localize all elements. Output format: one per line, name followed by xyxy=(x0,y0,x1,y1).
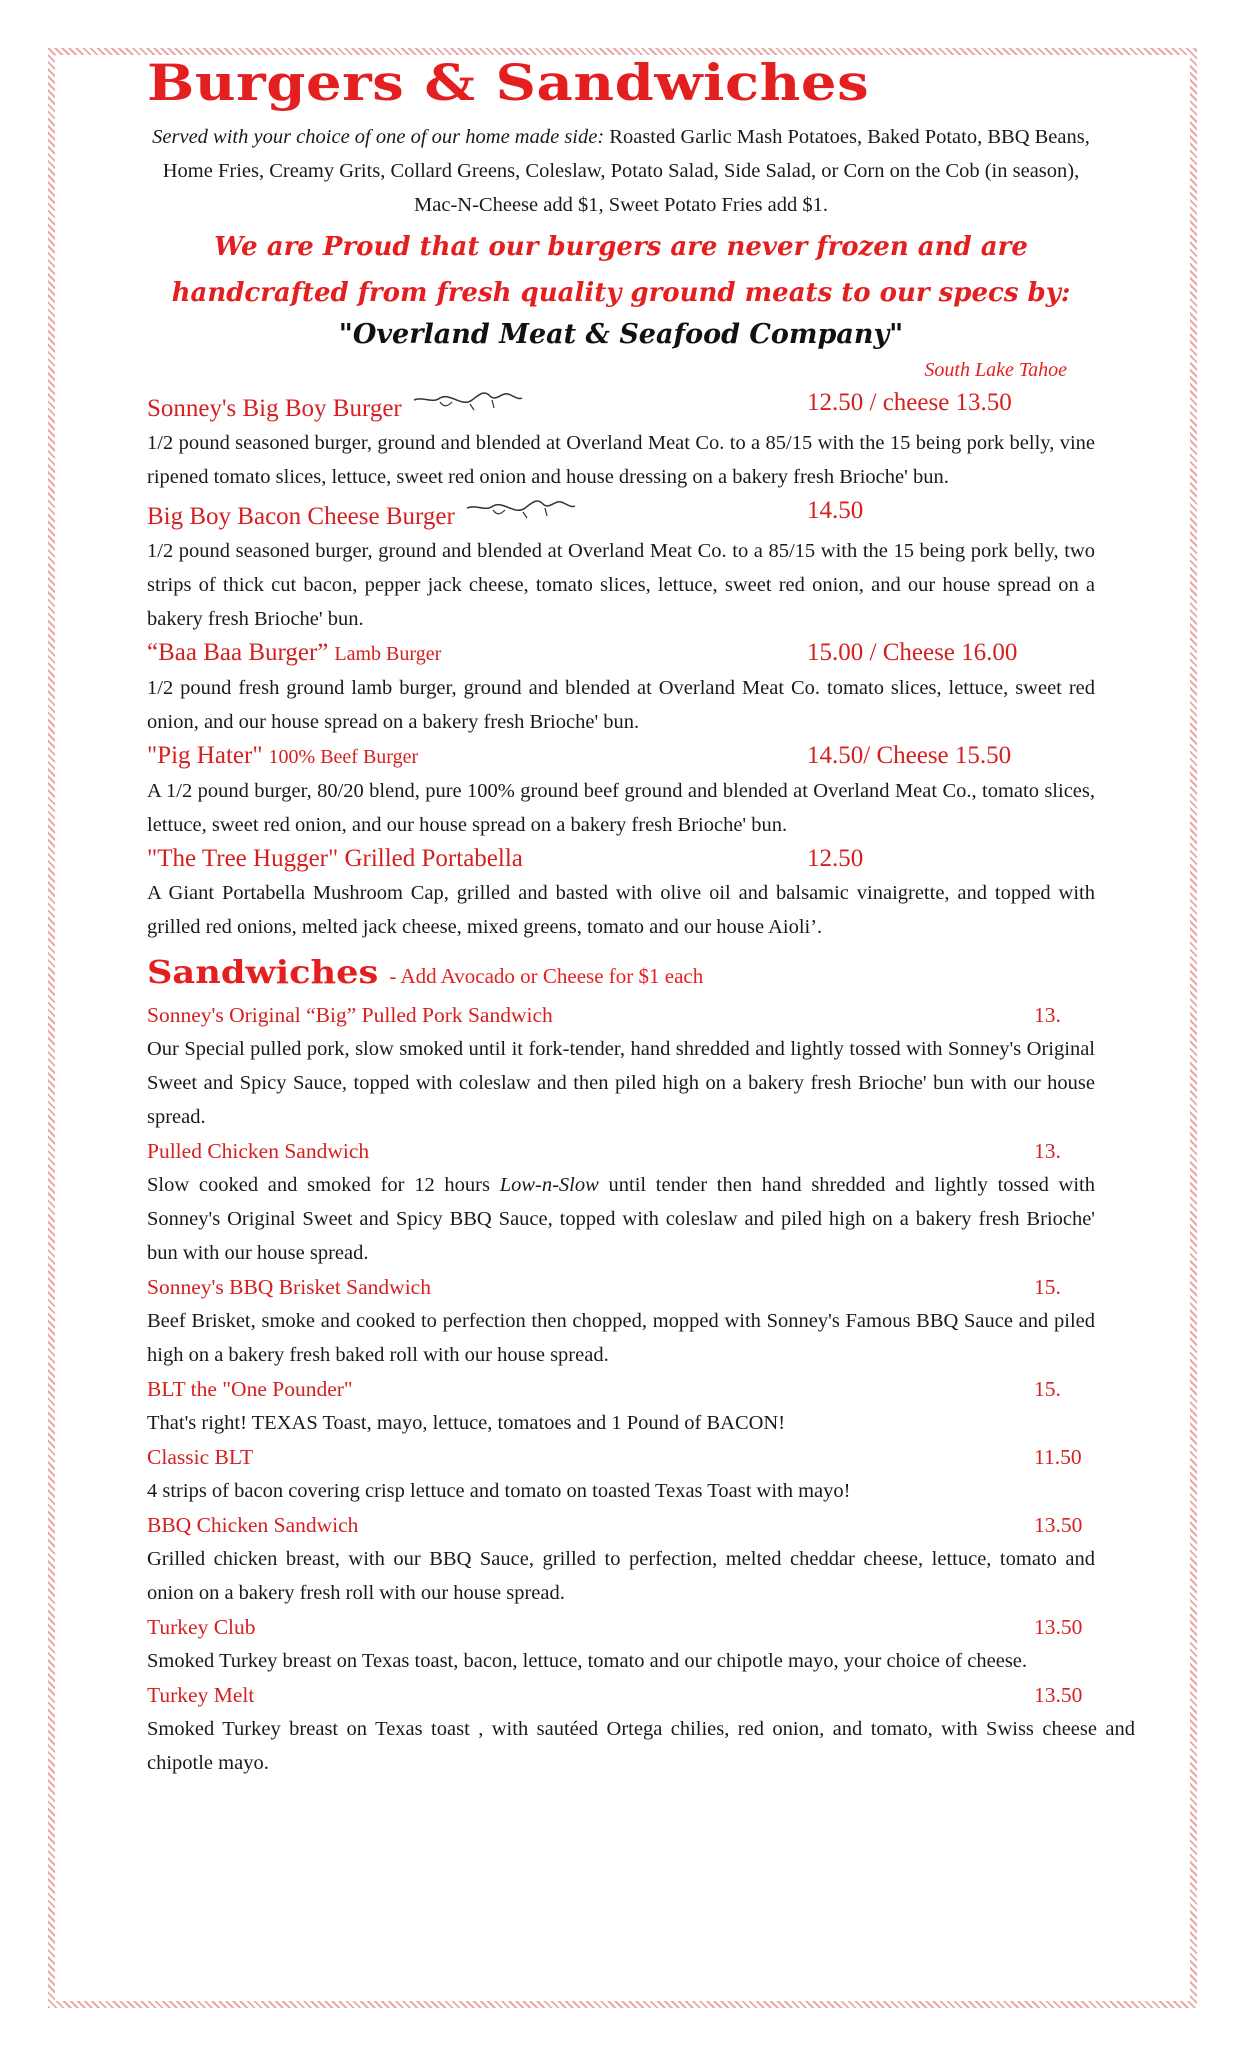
menu-item xyxy=(147,1678,1135,1780)
item-name: BBQ Chicken Sandwich xyxy=(147,1513,359,1537)
desc-emphasis: Low-n-Slow xyxy=(499,1174,599,1196)
item-header xyxy=(147,998,1095,1032)
item-header xyxy=(147,842,1095,876)
item-description: A Giant Portabella Mushroom Cap, grilled and basted with olive oil and balsamic vinaigrette, and topped with grilled red onions, melted jack cheese, mixed greens, tomato and our house Aioli’. xyxy=(147,882,1095,938)
menu-content xyxy=(147,52,1135,1780)
menu-item xyxy=(147,998,1095,1134)
item-name: Sonney's Big Boy Burger xyxy=(147,395,402,422)
menu-item xyxy=(147,1372,1095,1440)
item-description: That's right! TEXAS Toast, mayo, lettuce, tomatoes and 1 Pound of BACON! xyxy=(147,1412,786,1434)
item-header xyxy=(147,1372,1095,1406)
item-name: Turkey Club xyxy=(147,1615,256,1639)
sandwiches-header xyxy=(147,950,1095,998)
item-name: Big Boy Bacon Cheese Burger xyxy=(147,503,455,530)
item-header xyxy=(147,494,1095,534)
item-description: 1/2 pound seasoned burger, ground and blended at Overland Meat Co. to a 85/15 with the 15 being pork belly, two strips of thick cut bacon, pepper jack cheese, tomato slices, lettuce, sweet red onion, and our house spread on a bakery fresh Brioche' bun. xyxy=(147,540,1095,630)
sides-list: Roasted Garlic Mash Potatoes, Baked Potato, BBQ Beans, Home Fries, Creamy Grits, Collard Greens, Coleslaw, Potato Salad, Side Salad, or Corn on the Cob (in season), Mac-N-Cheese add $1, Sweet Potato Fries add $1. xyxy=(162,126,1090,216)
item-price: 12.50 / cheese 13.50 xyxy=(807,389,1012,416)
section-title: Sandwiches xyxy=(147,953,379,991)
item-price: 14.50 xyxy=(807,497,864,524)
item-header xyxy=(147,1134,1095,1168)
sides-intro xyxy=(147,120,1095,222)
menu-item xyxy=(147,1508,1095,1610)
item-description: A 1/2 pound burger, 80/20 blend, pure 100% ground beef ground and blended at Overland Meat Co., tomato slices, lettuce, sweet red onion, and our house spread on a bakery fresh Brioche' bun. xyxy=(147,780,1095,836)
proud-statement xyxy=(147,224,1095,316)
item-header xyxy=(147,386,1095,426)
item-name: Sonney's BBQ Brisket Sandwich xyxy=(147,1275,431,1299)
item-header xyxy=(147,1440,1095,1474)
proud-line-1: We are Proud that our burgers are never frozen and are xyxy=(214,232,1028,262)
item-name: “Baa Baa Burger” xyxy=(147,639,329,666)
item-price: 12.50 xyxy=(807,845,864,872)
item-name: Pulled Chicken Sandwich xyxy=(147,1139,370,1163)
menu-item xyxy=(147,1610,1095,1678)
item-name: Sonney's Original “Big” Pulled Pork Sandwich xyxy=(147,1003,553,1027)
item-header xyxy=(147,636,1095,671)
item-name: BLT the "One Pounder" xyxy=(147,1377,353,1401)
item-name: Classic BLT xyxy=(147,1445,254,1469)
item-name: "Pig Hater" xyxy=(147,742,263,769)
item-price: 15. xyxy=(1034,1275,1061,1299)
item-price: 14.50/ Cheese 15.50 xyxy=(807,742,1012,769)
proud-line-2: handcrafted from fresh quality ground meats to our specs by: xyxy=(171,278,1071,308)
menu-item xyxy=(147,739,1095,842)
item-price: 11.50 xyxy=(1034,1445,1082,1469)
item-description xyxy=(147,1168,1095,1270)
item-subtitle: Lamb Burger xyxy=(334,643,442,665)
menu-item xyxy=(147,386,1095,494)
section-note: - Add Avocado or Cheese for $1 each xyxy=(389,964,704,988)
menu-item xyxy=(147,636,1095,739)
item-description: 4 strips of bacon covering crisp lettuce and tomato on toasted Texas Toast with mayo! xyxy=(147,1480,851,1502)
sides-intro-lead: Served with your choice of one of our home made side: xyxy=(152,126,605,148)
supplier-location: South Lake Tahoe xyxy=(924,359,1067,381)
menu-item xyxy=(147,1134,1095,1270)
pig-icon xyxy=(410,386,526,416)
pig-icon xyxy=(463,494,579,524)
item-price: 15.00 / Cheese 16.00 xyxy=(807,639,1018,666)
item-price: 13. xyxy=(1034,1139,1061,1163)
item-description: 1/2 pound fresh ground lamb burger, ground and blended at Overland Meat Co. tomato slices, lettuce, sweet red onion, and our house spread on a bakery fresh Brioche' bun. xyxy=(147,677,1095,733)
item-price: 13.50 xyxy=(1034,1683,1083,1707)
item-description: 1/2 pound seasoned burger, ground and blended at Overland Meat Co. to a 85/15 with the 15 being pork belly, vine ripened tomato slices, lettuce, sweet red onion and house dressing on a bakery fresh Brioche' bun. xyxy=(147,432,1095,488)
item-description: Our Special pulled pork, slow smoked until it fork-tender, hand shredded and lightly tossed with Sonney's Original Sweet and Spicy Sauce, topped with coleslaw and then piled high on a bakery fresh Brioche' bun with our house spread. xyxy=(147,1038,1095,1128)
desc-text: Slow cooked and smoked for 12 hours xyxy=(147,1174,500,1196)
menu-item xyxy=(147,1270,1095,1372)
item-price: 13. xyxy=(1034,1003,1061,1027)
item-name: Turkey Melt xyxy=(147,1683,255,1707)
item-header xyxy=(147,1270,1095,1304)
item-price: 15. xyxy=(1034,1377,1061,1401)
menu-item xyxy=(147,842,1095,944)
item-description: Grilled chicken breast, with our BBQ Sauce, grilled to perfection, melted cheddar cheese, lettuce, tomato and onion on a bakery fresh roll with our house spread. xyxy=(147,1548,1095,1604)
item-header xyxy=(147,1610,1095,1644)
page-title: Burgers & Sandwiches xyxy=(147,53,870,112)
item-subtitle: 100% Beef Burger xyxy=(268,746,419,768)
item-header xyxy=(147,739,1095,774)
menu-item xyxy=(147,494,1095,636)
item-description: Smoked Turkey breast on Texas toast, bacon, lettuce, tomato and our chipotle mayo, your choice of cheese. xyxy=(147,1650,1028,1672)
supplier-name: "Overland Meat & Seafood Company" xyxy=(338,319,904,350)
item-header xyxy=(147,1678,1095,1712)
item-header xyxy=(147,1508,1095,1542)
item-price: 13.50 xyxy=(1034,1615,1083,1639)
item-price: 13.50 xyxy=(1034,1513,1083,1537)
menu-item xyxy=(147,1440,1095,1508)
item-description: Smoked Turkey breast on Texas toast , with sautéed Ortega chilies, red onion, and tomato, with Swiss cheese and chipotle mayo. xyxy=(147,1718,1135,1774)
desc-text: until tender then hand shredded and lightly tossed with Sonney's Original Sweet and Spicy BBQ Sauce, topped with coleslaw and piled high on a bakery fresh Brioche' bun with our house spread. xyxy=(147,1174,1096,1264)
item-description: Beef Brisket, smoke and cooked to perfection then chopped, mopped with Sonney's Famous BBQ Sauce and piled high on a bakery fresh baked roll with our house spread. xyxy=(147,1310,1095,1366)
item-name: "The Tree Hugger" Grilled Portabella xyxy=(147,845,523,872)
